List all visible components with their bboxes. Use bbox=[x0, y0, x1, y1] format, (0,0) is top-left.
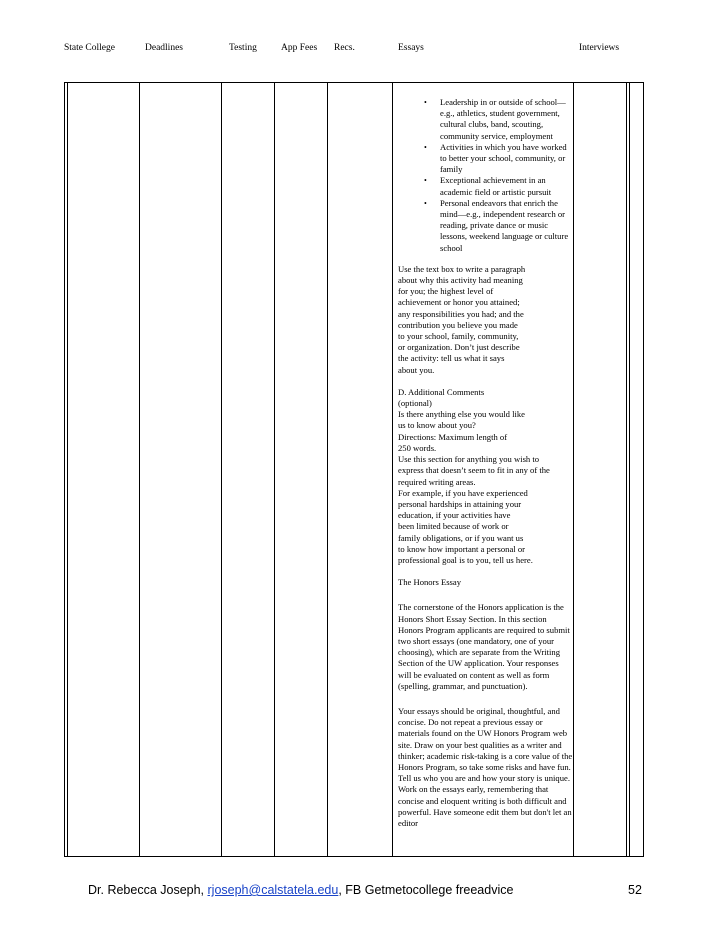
footer-author: Dr. Rebecca Joseph, bbox=[88, 883, 208, 897]
bullet-icon: • bbox=[424, 142, 427, 152]
column-divider bbox=[221, 82, 222, 857]
column-divider bbox=[327, 82, 328, 857]
header-testing: Testing bbox=[229, 43, 257, 53]
column-divider bbox=[629, 82, 630, 857]
bullet-text: Exceptional achievement in an academic field or artistic pursuit bbox=[440, 175, 552, 197]
header-deadlines: Deadlines bbox=[145, 43, 183, 53]
bullet-icon: • bbox=[424, 98, 427, 107]
honors-cornerstone-paragraph: The cornerstone of the Honors application is the Honors Short Essay Section. In this section Honors Program applicants are required to submit two short essays (one mandatory, one of your choosing), which are separate from the Writing Section of the UW application. Your responses will be evaluated on content as well as form (spelling, grammar, and punctuation). bbox=[398, 602, 570, 691]
column-divider bbox=[392, 82, 393, 857]
header-recs: Recs. bbox=[334, 43, 355, 53]
header-interviews: Interviews bbox=[579, 43, 620, 53]
bullet-icon: • bbox=[424, 198, 427, 208]
honors-essay-heading: The Honors Essay bbox=[398, 577, 462, 588]
list-item bbox=[398, 175, 574, 197]
bullet-icon: • bbox=[424, 176, 427, 186]
footer-email-link[interactable]: rjoseph@calstatela.edu bbox=[207, 883, 339, 897]
essays-cell bbox=[398, 97, 574, 840]
bullet-text: Leadership in or outside of school—e.g., athletics, student government, cultural clubs, band, scouting, community service, employment bbox=[440, 97, 566, 141]
list-item bbox=[398, 142, 574, 176]
list-item bbox=[398, 97, 574, 142]
column-divider bbox=[643, 82, 644, 857]
activity-bullet-list bbox=[398, 97, 574, 254]
header-app-fees: App Fees bbox=[281, 43, 318, 53]
honors-guidance-paragraph: Your essays should be original, thoughtful, and concise. Do not repeat a previous essay or materials found on the UW Honors Program web site. Draw on your best qualities as a writer and thinker; academic risk-taking is a core value of the Honors Program, so take some risks and have fun. Tell us who you are and how your story is unique. Work on the essays early, remembering that concise and eloquent writing is both difficult and powerful. Have someone edit them but don't let an editor bbox=[398, 705, 573, 828]
additional-comments-section: D. Additional Comments (optional) Is there anything else you would like us to know about you? Directions: Maximum length of 250 words. Use this section for anything you wish to express that doesn’t seem to fit in any of the required writing areas. For example, if you have experienced personal hardships in attaining your education, if your activities have been limited because of work or family obligations, or if you want us to know how important a personal or professional goal is to you, tell us here. bbox=[398, 386, 550, 565]
column-divider bbox=[64, 82, 65, 857]
column-divider bbox=[274, 82, 275, 857]
header-essays: Essays bbox=[398, 43, 424, 53]
bullet-text: Activities in which you have worked to better your school, community, or family bbox=[440, 141, 567, 175]
list-item bbox=[398, 198, 574, 254]
bullet-text: Personal endeavors that enrich the mind—e.g., independent research or reading, private dance or music lessons, weekend language or culture school bbox=[440, 197, 569, 253]
page-number: 52 bbox=[628, 883, 642, 897]
column-divider bbox=[139, 82, 140, 857]
activity-paragraph-directions: Use the text box to write a paragraph about why this activity had meaning for you; the highest level of achievement or honor you attained; any responsibilities you had; and the contribution you believe you made to your school, family, community, or organization. Don’t just describe the activity: tell us what it says about you. bbox=[398, 263, 526, 375]
column-divider bbox=[626, 82, 627, 857]
footer-social: , FB Getmetocollege freeadvice bbox=[338, 883, 514, 897]
header-state-college: State College bbox=[64, 43, 115, 53]
table-top-border bbox=[64, 82, 644, 83]
table-bottom-border bbox=[64, 856, 644, 857]
column-divider bbox=[67, 82, 68, 857]
